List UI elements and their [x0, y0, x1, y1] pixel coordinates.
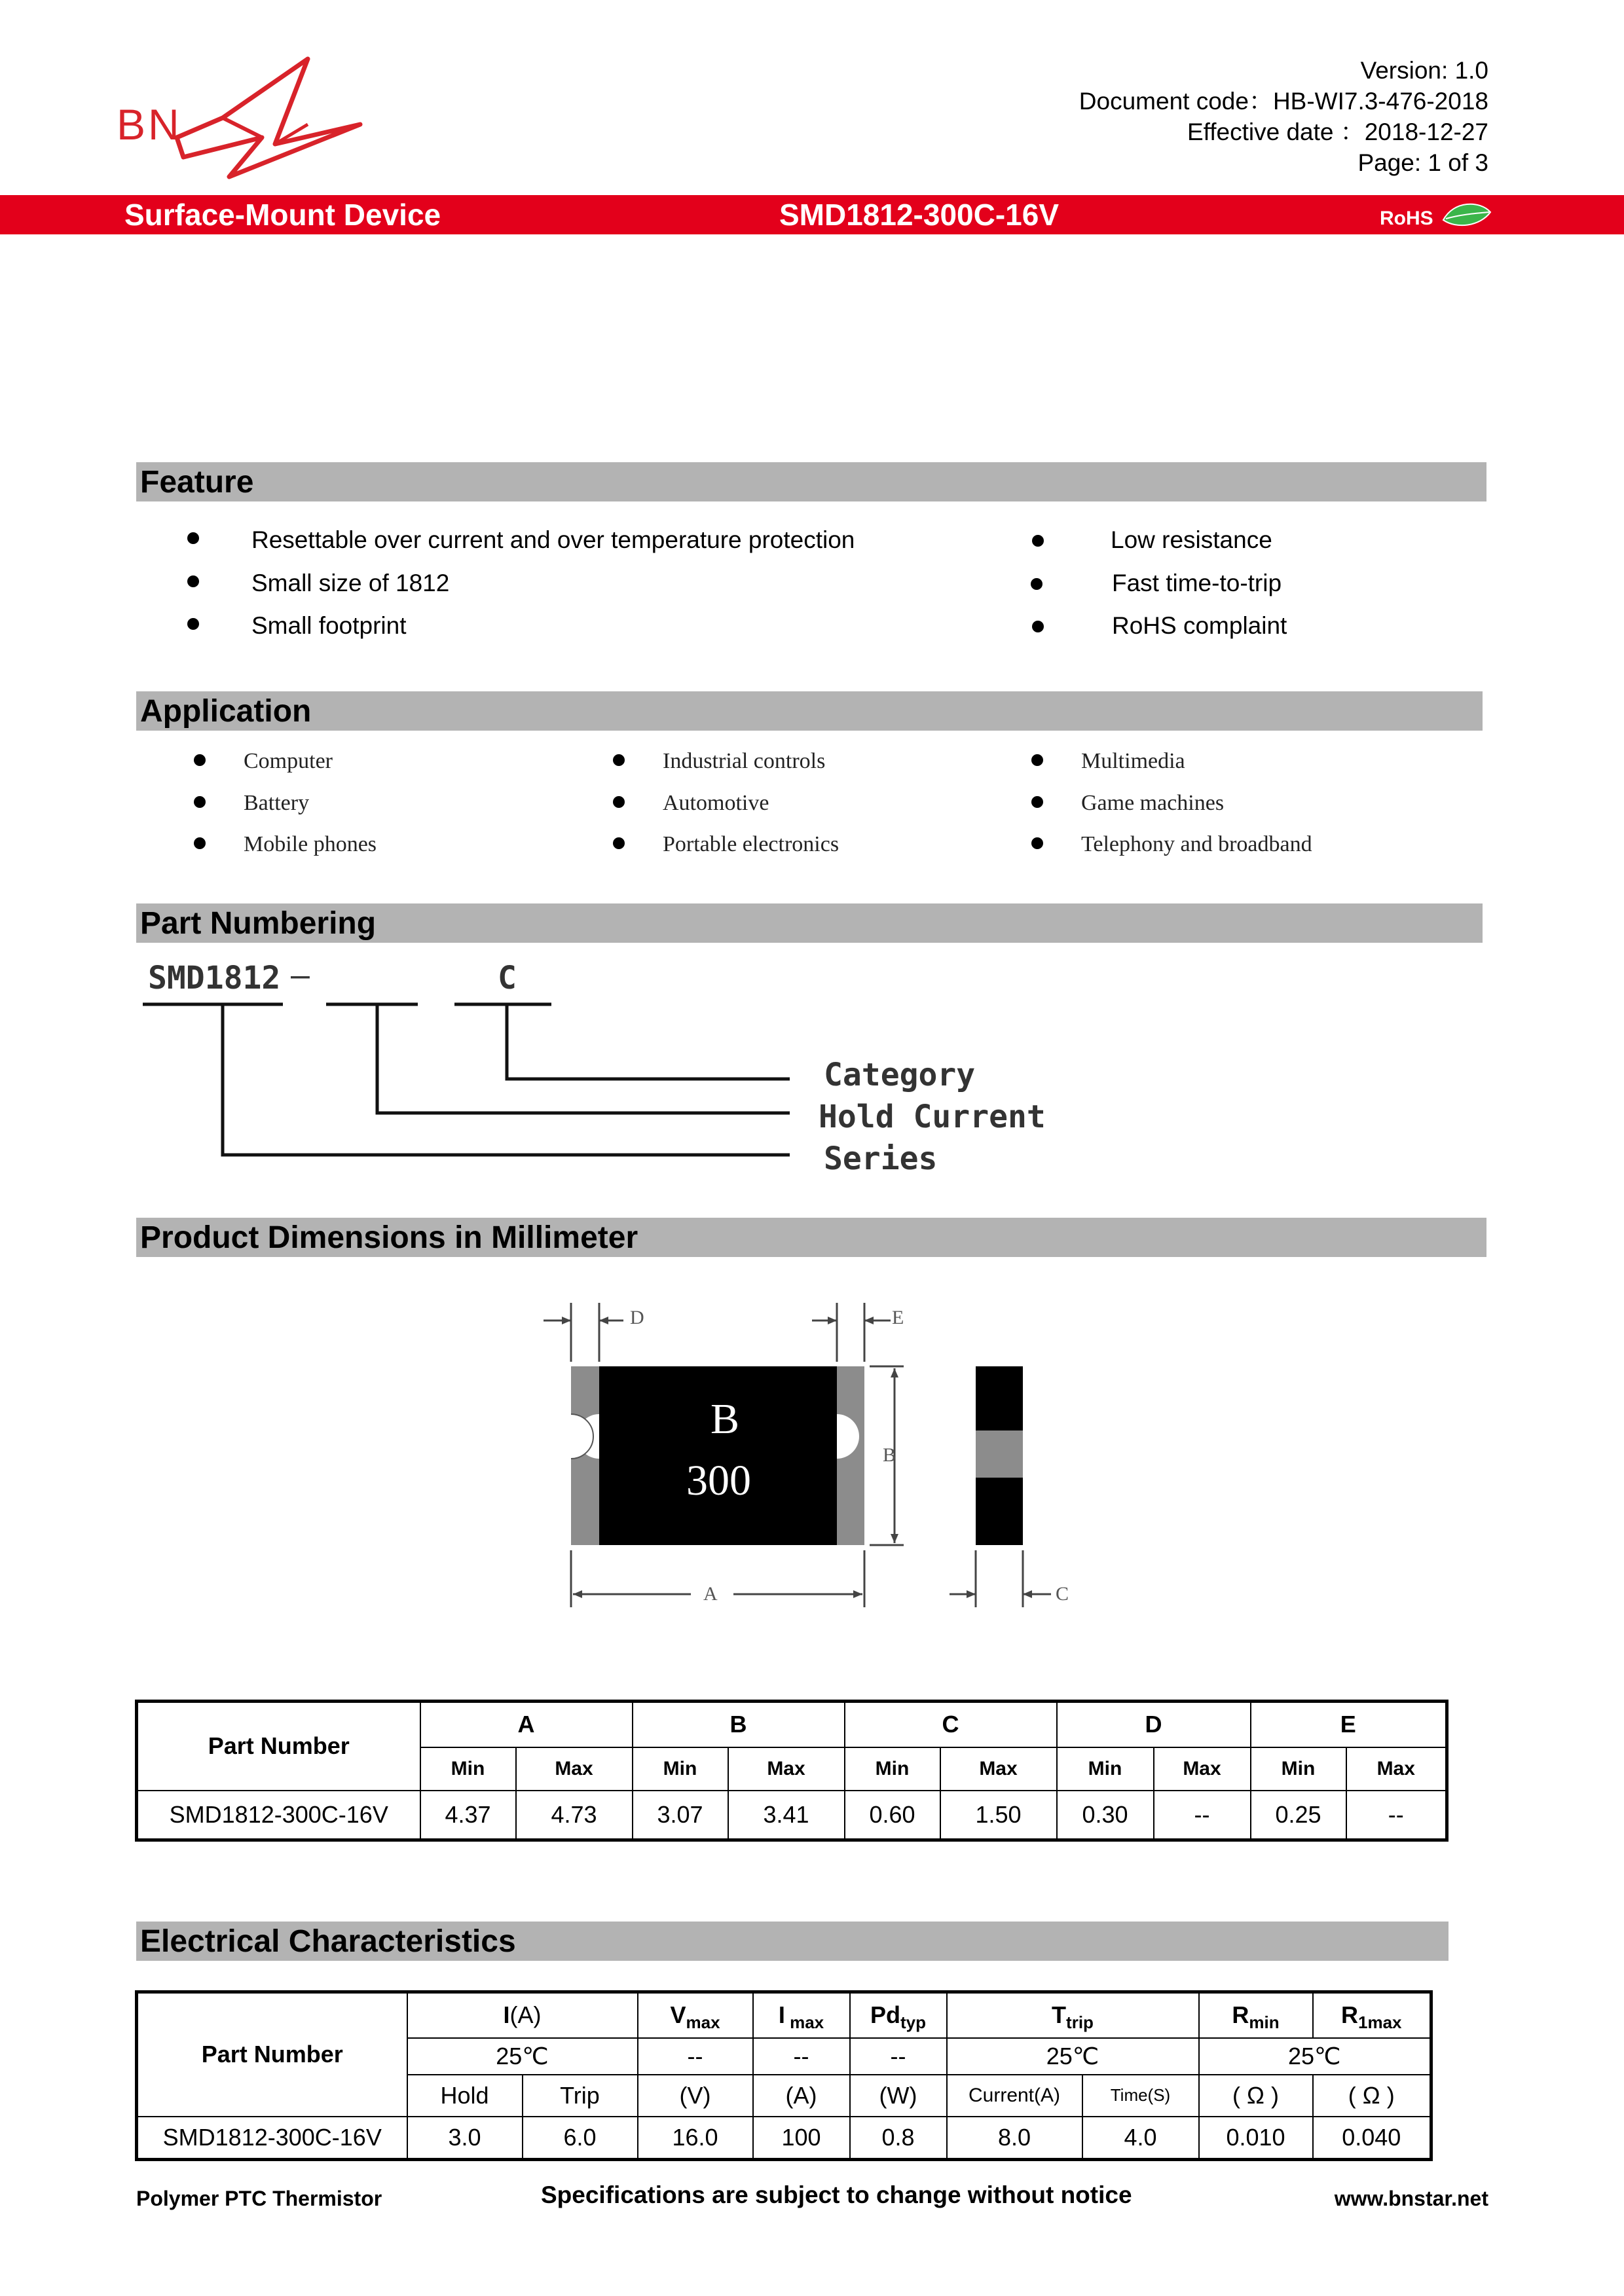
dimensions-table	[135, 1700, 1449, 1842]
bullet	[1031, 754, 1043, 766]
th-vmax	[638, 1992, 753, 2038]
unit-a: (A)	[753, 2075, 850, 2117]
label-category: Category	[824, 1057, 976, 1093]
label-series: Series	[824, 1140, 938, 1177]
cell-d-max: --	[1154, 1791, 1251, 1840]
cell-e-max: --	[1346, 1791, 1447, 1840]
cell-trip-current: 8.0	[947, 2117, 1082, 2160]
version: Version: 1.0	[1360, 57, 1488, 84]
application-item: Telephony and broadband	[1081, 832, 1312, 856]
cell-c-min: 0.60	[845, 1791, 940, 1840]
unit-time: Time(S)	[1082, 2075, 1199, 2117]
th-vmax-sub: max	[686, 2013, 720, 2033]
application-item: Battery	[244, 791, 310, 815]
feature-item: RoHS complaint	[1112, 612, 1287, 639]
unit-trip: Trip	[523, 2075, 638, 2117]
section-application: Application	[136, 691, 1483, 731]
application-item: Portable electronics	[663, 832, 840, 856]
th-ttrip-symbol: T	[1052, 2001, 1067, 2029]
bullet	[187, 532, 199, 544]
rohs-label: RoHS	[1380, 208, 1433, 229]
bullet	[1032, 621, 1044, 632]
th-ttrip	[947, 1992, 1199, 2038]
cell-vmax: 16.0	[638, 2117, 753, 2160]
table-row	[137, 1791, 1447, 1840]
cell-e-min: 0.25	[1251, 1791, 1346, 1840]
th-e: E	[1251, 1702, 1447, 1747]
th-pd-symbol: Pd	[870, 2001, 900, 2029]
document-code: Document code：HB-WI7.3-476-2018	[1079, 88, 1488, 115]
unit-ohm: ( Ω )	[1199, 2075, 1313, 2117]
section-feature: Feature	[136, 462, 1486, 501]
bullet	[194, 796, 206, 808]
cond-imax: --	[753, 2038, 850, 2075]
th-rmin-symbol: R	[1232, 2001, 1249, 2029]
footer-center: Specifications are subject to change without notice	[541, 2181, 1132, 2208]
bullet	[187, 618, 199, 630]
bullet	[194, 754, 206, 766]
th-max: Max	[516, 1747, 633, 1791]
part-suffix: C	[498, 960, 517, 996]
cell-d-min: 0.30	[1057, 1791, 1154, 1840]
cond-r-temp: 25℃	[1199, 2038, 1431, 2075]
label-hold-current: Hold Current	[819, 1099, 1046, 1135]
cell-trip: 6.0	[523, 2117, 638, 2160]
part-prefix: SMD1812	[148, 960, 281, 996]
cond-ttrip-temp: 25℃	[947, 2038, 1199, 2075]
section-electrical: Electrical Characteristics	[136, 1922, 1449, 1961]
th-b: B	[633, 1702, 845, 1747]
bullet	[613, 754, 625, 766]
cell-a-min: 4.37	[420, 1791, 516, 1840]
cell-a-max: 4.73	[516, 1791, 633, 1840]
part-dash: —	[291, 957, 310, 994]
title-banner	[0, 195, 1624, 234]
footer-website[interactable]: www.bnstar.net	[1334, 2187, 1488, 2210]
application-item: Computer	[244, 749, 333, 773]
feature-item: Small footprint	[251, 612, 407, 639]
th-r1max-symbol: R	[1341, 2001, 1358, 2029]
unit-w: (W)	[850, 2075, 947, 2117]
cell-trip-time: 4.0	[1082, 2117, 1199, 2160]
dim-label-d: D	[630, 1307, 644, 1328]
document-meta	[1079, 55, 1488, 178]
banner-left: Surface-Mount Device	[124, 198, 441, 232]
unit-v: (V)	[638, 2075, 753, 2117]
th-part-number: Part Number	[137, 1992, 407, 2117]
bullet	[194, 837, 206, 849]
feature-item: Fast time-to-trip	[1112, 570, 1282, 596]
th-pd	[850, 1992, 947, 2038]
dim-label-a: A	[703, 1583, 718, 1605]
feature-item: Low resistance	[1111, 526, 1272, 553]
bullet	[1031, 796, 1043, 808]
th-rmin	[1199, 1992, 1313, 2038]
th-max: Max	[940, 1747, 1057, 1791]
th-rmin-sub: min	[1249, 2013, 1280, 2033]
cell-c-max: 1.50	[940, 1791, 1057, 1840]
th-a: A	[420, 1702, 633, 1747]
feature-item: Resettable over current and over temperature protection	[251, 526, 855, 553]
dim-label-b: B	[883, 1444, 896, 1466]
th-max: Max	[728, 1747, 845, 1791]
bullet	[613, 837, 625, 849]
chip-marking-line1: B	[710, 1395, 740, 1443]
unit-hold: Hold	[407, 2075, 523, 2117]
th-imax-sub: max	[784, 2013, 824, 2033]
bullet	[1031, 578, 1043, 590]
th-current-unit: (A)	[509, 2001, 542, 2029]
th-c: C	[845, 1702, 1057, 1747]
application-item: Game machines	[1081, 791, 1225, 815]
dim-label-e: E	[892, 1307, 904, 1328]
th-d: D	[1057, 1702, 1251, 1747]
table-row	[137, 2117, 1431, 2160]
cell-imax: 100	[753, 2117, 850, 2160]
th-current-symbol: I	[503, 2001, 510, 2029]
section-dimensions: Product Dimensions in Millimeter	[136, 1218, 1486, 1257]
unit-current: Current(A)	[947, 2075, 1082, 2117]
th-r1max-sub: 1max	[1358, 2013, 1402, 2033]
th-min: Min	[420, 1747, 516, 1791]
th-pd-sub: typ	[900, 2013, 926, 2033]
banner-part-number: SMD1812-300C-16V	[779, 198, 1060, 232]
cond-pd: --	[850, 2038, 947, 2075]
cond-vmax: --	[638, 2038, 753, 2075]
company-logo	[98, 46, 373, 190]
cell-b-max: 3.41	[728, 1791, 845, 1840]
dimension-drawing	[537, 1296, 1080, 1624]
application-item: Industrial controls	[663, 749, 826, 773]
th-vmax-symbol: V	[670, 2001, 686, 2029]
th-min: Min	[1251, 1747, 1346, 1791]
cond-temp: 25℃	[407, 2038, 638, 2075]
rohs-leaf-icon	[1441, 200, 1493, 229]
bullet	[1031, 837, 1043, 849]
dim-label-c: C	[1056, 1583, 1069, 1605]
th-min: Min	[633, 1747, 728, 1791]
section-part-numbering: Part Numbering	[136, 903, 1483, 943]
th-ttrip-sub: trip	[1066, 2013, 1094, 2033]
cell-hold: 3.0	[407, 2117, 523, 2160]
application-item: Multimedia	[1081, 749, 1185, 773]
th-min: Min	[1057, 1747, 1154, 1791]
bullet	[187, 575, 199, 587]
chip-marking-line2: 300	[686, 1457, 751, 1504]
cell-b-min: 3.07	[633, 1791, 728, 1840]
th-max: Max	[1154, 1747, 1251, 1791]
cell-rmin: 0.010	[1199, 2117, 1313, 2160]
cell-pd: 0.8	[850, 2117, 947, 2160]
cell-part-number: SMD1812-300C-16V	[137, 2117, 407, 2160]
th-current	[407, 1992, 638, 2038]
electrical-table	[135, 1990, 1433, 2161]
footer-left: Polymer PTC Thermistor	[136, 2187, 382, 2210]
effective-date: Effective date ：2018-12-27	[1187, 118, 1488, 145]
th-part-number: Part Number	[137, 1702, 420, 1791]
part-numbering-diagram	[131, 995, 812, 1165]
application-item: Automotive	[663, 791, 769, 815]
th-r1max	[1313, 1992, 1431, 2038]
page-number: Page: 1 of 3	[1357, 149, 1488, 176]
bullet	[613, 796, 625, 808]
cell-r1max: 0.040	[1313, 2117, 1431, 2160]
th-imax-symbol: I	[778, 2001, 785, 2029]
unit-ohm: ( Ω )	[1313, 2075, 1431, 2117]
feature-item: Small size of 1812	[251, 570, 450, 596]
th-max: Max	[1346, 1747, 1447, 1791]
th-min: Min	[845, 1747, 940, 1791]
bullet	[1032, 535, 1044, 547]
cell-part-number: SMD1812-300C-16V	[137, 1791, 420, 1840]
application-item: Mobile phones	[244, 832, 377, 856]
logo-text: BN	[117, 100, 182, 149]
th-imax	[753, 1992, 850, 2038]
